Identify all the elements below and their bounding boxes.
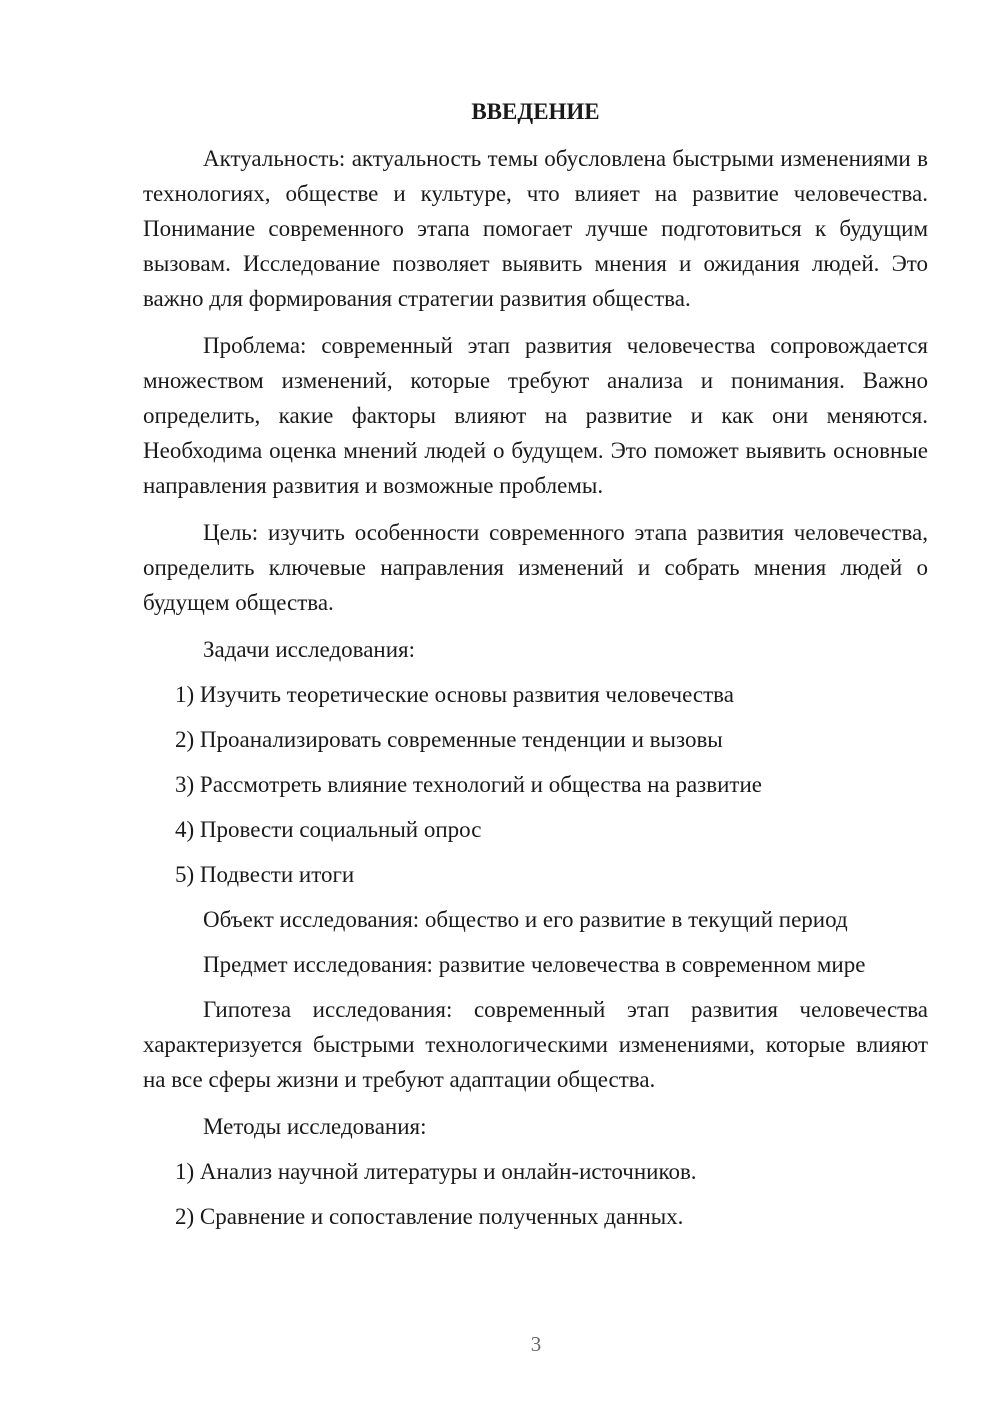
method-item: 2) Сравнение и сопоставление полученных данных. <box>175 1204 684 1229</box>
task-item: 2) Проанализировать современные тенденции и вызовы <box>175 727 723 752</box>
goal-paragraph: Цель: изучить особенности современного этапа развития человечества, определить ключевые направления изменений и собрать мнения людей о будущем общества. <box>143 520 928 615</box>
problem-paragraph: Проблема: современный этап развития человечества сопровождается множеством изменений, которые требуют анализа и понимания. Важно определить, какие факторы влияют на развитие и как они меняются. Необходима оценка мнений людей о будущем. Это поможет выявить основные направления развития и возможные проблемы. <box>143 333 928 498</box>
relevance-paragraph: Актуальность: актуальность темы обусловлена быстрыми изменениями в технологиях, обществе и культуре, что влияет на развитие человечества. Понимание современного этапа помогает лучше подготовиться к будущим вызовам. Исследование позволяет выявить мнения и ожидания людей. Это важно для формирования стратегии развития общества. <box>143 146 928 311</box>
task-item: 4) Провести социальный опрос <box>175 817 482 842</box>
research-subject: Предмет исследования: развитие человечества в современном мире <box>203 952 866 977</box>
page-content <box>143 94 928 1244</box>
research-object: Объект исследования: общество и его развитие в текущий период <box>203 907 848 932</box>
task-item: 1) Изучить теоретические основы развития человечества <box>175 682 734 707</box>
hypothesis-paragraph: Гипотеза исследования: современный этап развития человечества характеризуется быстрыми технологическими изменениями, которые влияют на все сферы жизни и требуют адаптации общества. <box>143 997 928 1092</box>
tasks-title: Задачи исследования: <box>203 637 416 662</box>
methods-title: Методы исследования: <box>203 1114 427 1139</box>
task-item: 3) Рассмотреть влияние технологий и общества на развитие <box>175 772 762 797</box>
page-number: 3 <box>530 1332 542 1356</box>
task-item: 5) Подвести итоги <box>175 862 355 887</box>
section-heading: ВВЕДЕНИЕ <box>471 99 600 124</box>
method-item: 1) Анализ научной литературы и онлайн-источников. <box>175 1159 697 1184</box>
